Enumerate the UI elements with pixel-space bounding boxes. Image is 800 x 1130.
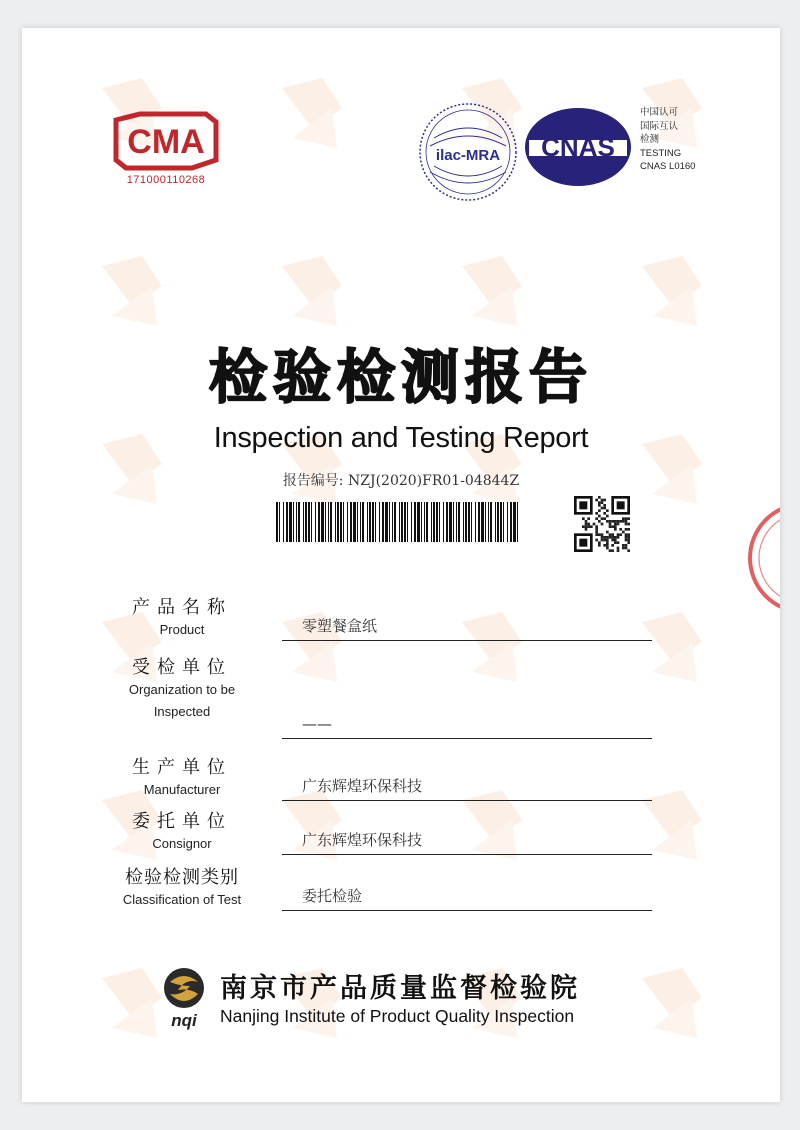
qr-module: [622, 547, 625, 550]
institute-name-en: Nanjing Institute of Product Quality Inspection: [220, 1006, 575, 1026]
qr-module: [617, 533, 620, 536]
qr-module: [595, 531, 598, 534]
qr-finder: [579, 539, 587, 547]
barcode-bar: [286, 502, 288, 542]
barcode-bar: [465, 502, 467, 542]
qr-module: [595, 533, 598, 536]
qr-module: [595, 499, 598, 502]
barcode-bar: [453, 502, 454, 542]
qr-module: [601, 501, 604, 504]
barcode-bar: [475, 502, 476, 542]
qr-module: [627, 523, 630, 526]
barcode-bar: [335, 502, 336, 542]
qr-module: [601, 523, 604, 526]
qr-module: [627, 541, 630, 544]
qr-module: [614, 520, 617, 523]
qr-module: [609, 549, 612, 552]
barcode-bar: [411, 502, 412, 542]
qr-module: [582, 525, 585, 528]
barcode-bar: [426, 502, 428, 542]
barcode-bar: [392, 502, 393, 542]
svg-text:CMA: CMA: [127, 123, 205, 161]
cma-number: 171000110268: [126, 174, 206, 186]
barcode-bar: [279, 502, 280, 542]
barcode-bar: [357, 502, 358, 542]
cma-logo: [110, 110, 222, 186]
qr-module: [625, 523, 628, 526]
qr-module: [611, 525, 614, 528]
watermark-icon: [262, 68, 372, 178]
qr-module: [611, 549, 614, 552]
barcode-bar: [424, 502, 425, 542]
qr-module: [625, 539, 628, 542]
barcode-bar: [414, 502, 416, 542]
barcode-bar: [507, 502, 508, 542]
barcode-bar: [488, 502, 489, 542]
barcode-bar: [478, 502, 480, 542]
barcode-bar: [305, 502, 307, 542]
qr-module: [606, 539, 609, 542]
qr-module: [622, 544, 625, 547]
barcode-bar: [353, 502, 356, 542]
qr-module: [609, 520, 612, 523]
field-value: 广东辉煌环保科技: [282, 827, 652, 855]
qr-module: [603, 539, 606, 542]
barcode-bar: [360, 502, 361, 542]
qr-module: [587, 523, 590, 526]
qr-module: [585, 525, 588, 528]
barcode-bar: [449, 502, 452, 542]
barcode-bar: [517, 502, 518, 542]
qr-module: [603, 517, 606, 520]
barcode-bar: [401, 502, 403, 542]
qr-module: [617, 520, 620, 523]
field-label-en: Classification of Test: [122, 892, 242, 907]
qr-module: [587, 517, 590, 520]
barcode-bar: [298, 502, 300, 542]
qr-module: [614, 525, 617, 528]
barcode-bar: [407, 502, 408, 542]
qr-module: [611, 539, 614, 542]
svg-text:ilac-MRA: ilac-MRA: [435, 147, 501, 164]
qr-module: [587, 525, 590, 528]
title-chinese: 检验检测报告: [208, 343, 593, 411]
barcode-bar: [362, 502, 364, 542]
barcode-bar: [343, 502, 344, 542]
svg-text:CNAS: CNAS: [541, 132, 615, 162]
qr-finder: [617, 501, 625, 509]
qr-module: [617, 541, 620, 544]
qr-module: [619, 520, 622, 523]
institute-name-cn: 南京市产品质量监督检验院: [220, 973, 580, 1004]
barcode-bar: [375, 502, 376, 542]
qr-module: [614, 541, 617, 544]
qr-module: [622, 520, 625, 523]
barcode-bar: [369, 502, 371, 542]
qr-module: [595, 517, 598, 520]
title-english: Inspection and Testing Report: [213, 422, 589, 454]
watermark-icon: [622, 958, 732, 1068]
barcode-bar: [399, 502, 400, 542]
qr-module: [606, 531, 609, 534]
barcode-bar: [308, 502, 310, 542]
field-label-cn: 受检单位: [132, 657, 232, 678]
barcode-bar: [443, 502, 444, 542]
barcode-bar: [389, 502, 390, 542]
barcode-bar: [433, 502, 435, 542]
qr-module: [617, 523, 620, 526]
barcode-bar: [446, 502, 448, 542]
qr-module: [595, 525, 598, 528]
qr-module: [603, 544, 606, 547]
qr-module: [598, 509, 601, 512]
barcode-bar: [347, 502, 348, 542]
barcode-bar: [293, 502, 294, 542]
barcode-bar: [337, 502, 339, 542]
qr-module: [606, 509, 609, 512]
qr-module: [598, 541, 601, 544]
qr-module: [601, 536, 604, 539]
qr-module: [625, 544, 628, 547]
watermark-pattern: [22, 28, 780, 1102]
qr-module: [601, 533, 604, 536]
barcode-bar: [463, 502, 464, 542]
qr-module: [598, 496, 601, 499]
qr-module: [619, 528, 622, 531]
qr-module: [627, 549, 630, 552]
barcode-bar: [481, 502, 484, 542]
qr-module: [611, 533, 614, 536]
qr-module: [625, 528, 628, 531]
qr-module: [614, 536, 617, 539]
barcode-bar: [350, 502, 352, 542]
qr-module: [625, 520, 628, 523]
qr-module: [585, 520, 588, 523]
qr-module: [611, 544, 614, 547]
qr-module: [595, 512, 598, 515]
qr-module: [625, 517, 628, 520]
barcode-bar: [458, 502, 460, 542]
field-label-en: Manufacturer: [143, 782, 221, 797]
barcode: [276, 502, 522, 542]
qr-module: [603, 499, 606, 502]
barcode-bar: [328, 502, 329, 542]
svg-text:nqi: nqi: [171, 1011, 197, 1030]
nqi-logo: [156, 964, 212, 1030]
qr-module: [606, 544, 609, 547]
qr-module: [622, 517, 625, 520]
qr-module: [606, 547, 609, 550]
qr-module: [598, 520, 601, 523]
qr-module: [622, 531, 625, 534]
qr-module: [598, 515, 601, 518]
barcode-bar: [318, 502, 320, 542]
barcode-bar: [296, 502, 297, 542]
barcode-bar: [513, 502, 516, 542]
qr-module: [603, 512, 606, 515]
qr-module: [617, 536, 620, 539]
qr-module: [611, 536, 614, 539]
qr-module: [582, 517, 585, 520]
barcode-bar: [404, 502, 406, 542]
barcode-bar: [417, 502, 420, 542]
red-seal-stamp: [744, 498, 780, 618]
qr-module: [614, 528, 617, 531]
barcode-bar: [340, 502, 342, 542]
qr-module: [625, 547, 628, 550]
qr-module: [601, 539, 604, 542]
qr-module: [619, 533, 622, 536]
barcode-bar: [372, 502, 374, 542]
qr-module: [598, 544, 601, 547]
qr-module: [617, 547, 620, 550]
field-value: 广东辉煌环保科技: [282, 773, 652, 801]
qr-module: [603, 507, 606, 510]
qr-module: [603, 536, 606, 539]
barcode-bar: [490, 502, 492, 542]
qr-finder: [579, 501, 587, 509]
barcode-bar: [471, 502, 472, 542]
barcode-bar: [500, 502, 502, 542]
barcode-bar: [283, 502, 284, 542]
qr-module: [606, 520, 609, 523]
barcode-bar: [431, 502, 432, 542]
qr-module: [585, 528, 588, 531]
qr-module: [606, 515, 609, 518]
qr-module: [601, 507, 604, 510]
barcode-bar: [510, 502, 512, 542]
field-label-cn: 生产单位: [132, 757, 232, 778]
qr-module: [585, 523, 588, 526]
report-cover: [22, 28, 780, 1102]
barcode-bar: [421, 502, 422, 542]
barcode-bar: [497, 502, 499, 542]
qr-module: [609, 536, 612, 539]
barcode-bar: [276, 502, 278, 542]
field-label-cn: 产品名称: [132, 597, 232, 618]
barcode-bar: [385, 502, 388, 542]
qr-module: [617, 549, 620, 552]
qr-module: [606, 541, 609, 544]
cnas-accreditation-text: 中国认可 国际互认 检测 TESTING CNAS L0160: [640, 107, 696, 172]
qr-module: [598, 504, 601, 507]
field-label-en: Product: [159, 622, 205, 637]
field-label-en: Organization to be Inspected: [128, 682, 236, 719]
qr-module: [606, 536, 609, 539]
field-label-cn: 检验检测类别: [125, 867, 239, 888]
qr-module: [627, 536, 630, 539]
qr-code: [574, 496, 630, 552]
barcode-bar: [495, 502, 496, 542]
barcode-bar: [468, 502, 470, 542]
qr-module: [601, 517, 604, 520]
qr-module: [609, 523, 612, 526]
qr-module: [593, 523, 596, 526]
barcode-bar: [439, 502, 440, 542]
barcode-bar: [289, 502, 292, 542]
qr-module: [627, 517, 630, 520]
barcode-bar: [325, 502, 326, 542]
cnas-logo: [523, 106, 633, 188]
qr-module: [609, 525, 612, 528]
barcode-bar: [394, 502, 396, 542]
barcode-bar: [503, 502, 504, 542]
qr-module: [625, 536, 628, 539]
barcode-bar: [456, 502, 457, 542]
barcode-bar: [382, 502, 384, 542]
field-label-cn: 委托单位: [132, 811, 232, 832]
barcode-bar: [367, 502, 368, 542]
cma-mark-icon: [110, 110, 222, 172]
qr-module: [595, 528, 598, 531]
field-value: ——: [282, 711, 652, 739]
qr-module: [601, 499, 604, 502]
qr-module: [598, 501, 601, 504]
qr-module: [603, 504, 606, 507]
qr-module: [595, 539, 598, 542]
barcode-bar: [436, 502, 438, 542]
report-number: 报告编号: NZJ(2020)FR01-04844Z: [282, 473, 520, 489]
field-value: 零塑餐盒纸: [282, 613, 652, 641]
qr-module: [614, 523, 617, 526]
field-value: 委托检验: [282, 883, 652, 911]
qr-module: [598, 533, 601, 536]
qr-module: [627, 539, 630, 542]
field-label-en: Consignor: [152, 836, 212, 851]
qr-module: [609, 533, 612, 536]
ilac-mra-logo: [416, 100, 520, 204]
qr-module: [625, 533, 628, 536]
barcode-bar: [321, 502, 324, 542]
barcode-bar: [330, 502, 332, 542]
barcode-bar: [379, 502, 380, 542]
qr-module: [614, 539, 617, 542]
qr-module: [627, 533, 630, 536]
barcode-bar: [485, 502, 486, 542]
barcode-bar: [315, 502, 316, 542]
barcode-bar: [311, 502, 312, 542]
qr-module: [611, 520, 614, 523]
barcode-bar: [303, 502, 304, 542]
qr-module: [590, 525, 593, 528]
qr-module: [627, 528, 630, 531]
